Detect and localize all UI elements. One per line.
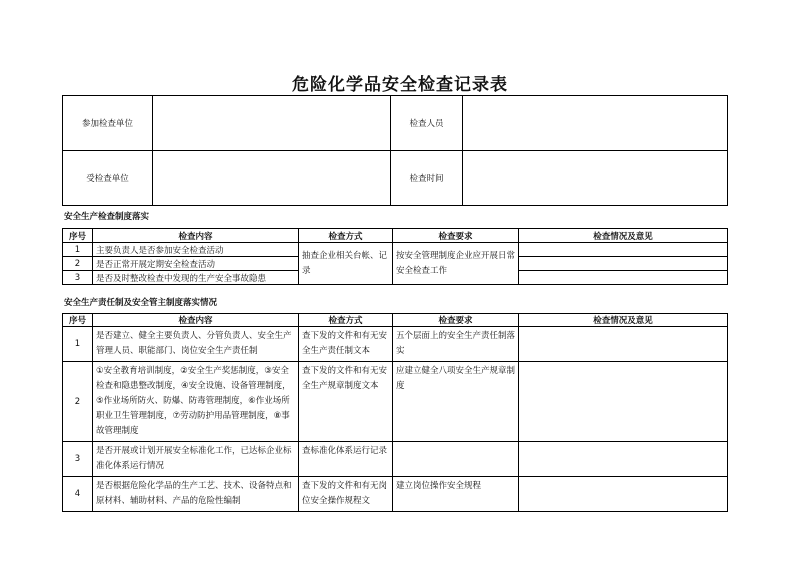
- participant-value[interactable]: [153, 96, 391, 151]
- section2-header-row: [63, 314, 728, 327]
- row-result[interactable]: [519, 477, 728, 512]
- inspector-label: 检查人员: [391, 96, 463, 151]
- section1-method: 抽查企业相关台帐、记录: [299, 243, 393, 285]
- row-content: ①安全教育培训制度，②安全生产奖惩制度，③安全检查和隐患整改制度，④安全设施、设备管理制度，⑤作业场所防火、防爆、防毒管理制度，⑥作业场所职业卫生管理制度，⑦劳动防护用品管理制度，⑧事故管理制度: [93, 362, 299, 442]
- section1-requirement: 按安全管理制度企业应开展日常安全检查工作: [393, 243, 519, 285]
- row-no: 3: [63, 271, 93, 285]
- header-result: 检查情况及意见: [519, 314, 728, 327]
- info-table: [62, 95, 728, 206]
- row-result[interactable]: [519, 442, 728, 477]
- table-row: [63, 477, 728, 512]
- inspected-value[interactable]: [153, 151, 391, 206]
- section2-heading: 安全生产责任制及安全管主制度落实情况: [64, 298, 218, 308]
- header-content: 检查内容: [93, 314, 299, 327]
- time-label: 检查时间: [391, 151, 463, 206]
- section1-heading: 安全生产检查制度落实: [64, 212, 150, 222]
- table-row: [63, 243, 728, 257]
- row-result[interactable]: [519, 362, 728, 442]
- row-method: 查下发的文件和有无安全生产责任制文本: [299, 327, 393, 362]
- header-no: 序号: [63, 314, 93, 327]
- row-result[interactable]: [519, 271, 728, 285]
- participant-label: 参加检查单位: [63, 96, 153, 151]
- row-no: 2: [63, 362, 93, 442]
- header-requirement: 检查要求: [393, 314, 519, 327]
- row-result[interactable]: [519, 327, 728, 362]
- inspector-value[interactable]: [463, 96, 728, 151]
- table-row: [63, 442, 728, 477]
- header-requirement: 检查要求: [393, 229, 519, 243]
- row-content: 是否及时整改检查中发现的生产安全事故隐患: [93, 271, 299, 285]
- row-method: 查下发的文件和有无岗位安全操作规程文: [299, 477, 393, 512]
- row-method: 查下发的文件和有无安全生产规章制度文本: [299, 362, 393, 442]
- row-no: 3: [63, 442, 93, 477]
- row-result[interactable]: [519, 243, 728, 257]
- header-no: 序号: [63, 229, 93, 243]
- row-requirement: 五个层面上的安全生产责任制落实: [393, 327, 519, 362]
- row-requirement: 建立岗位操作安全规程: [393, 477, 519, 512]
- header-method: 检查方式: [299, 314, 393, 327]
- row-requirement: [393, 442, 519, 477]
- table-row: [63, 327, 728, 362]
- row-content: 是否建立、健全主要负责人、分管负责人、安全生产管理人员、职能部门、岗位安全生产责任制: [93, 327, 299, 362]
- inspected-label: 受检查单位: [63, 151, 153, 206]
- section2-table: [62, 313, 728, 512]
- row-no: 1: [63, 243, 93, 257]
- section1-header-row: [63, 229, 728, 243]
- row-content: 主要负责人是否参加安全检查活动: [93, 243, 299, 257]
- row-no: 1: [63, 327, 93, 362]
- row-result[interactable]: [519, 257, 728, 271]
- header-result: 检查情况及意见: [519, 229, 728, 243]
- row-content: 是否开展或计划开展安全标准化工作，已达标企业标准化体系运行情况: [93, 442, 299, 477]
- header-content: 检查内容: [93, 229, 299, 243]
- row-no: 4: [63, 477, 93, 512]
- header-method: 检查方式: [299, 229, 393, 243]
- row-no: 2: [63, 257, 93, 271]
- row-content: 是否根据危险化学品的生产工艺、技术、设备特点和原材料、辅助材料、产品的危险性编制: [93, 477, 299, 512]
- time-value[interactable]: [463, 151, 728, 206]
- row-method: 查标准化体系运行记录: [299, 442, 393, 477]
- row-content: 是否正常开展定期安全检查活动: [93, 257, 299, 271]
- row-requirement: 应建立健全八项安全生产规章制度: [393, 362, 519, 442]
- section1-table: [62, 228, 728, 285]
- table-row: [63, 362, 728, 442]
- document-title: 危险化学品安全检查记录表: [292, 75, 508, 95]
